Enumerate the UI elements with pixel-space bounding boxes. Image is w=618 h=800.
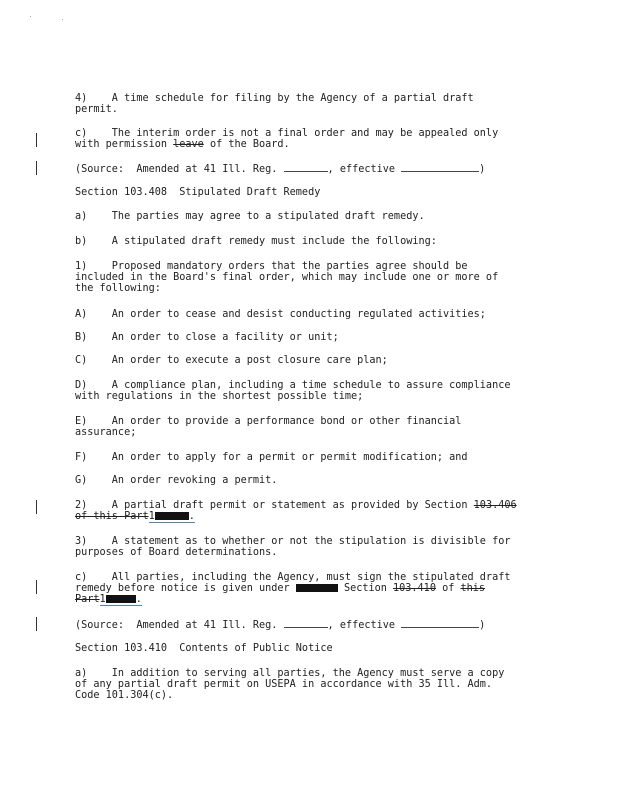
deleted-text: this: [460, 583, 486, 594]
text-line: 3) A statement as to whether or not the stipulation is divisible for: [75, 536, 511, 547]
blank-field: [401, 171, 479, 172]
change-bar: [36, 617, 37, 631]
text-line: 1) Proposed mandatory orders that the parties agree should be: [75, 261, 468, 272]
text-line: C) An order to execute a post closure care plan;: [75, 355, 388, 366]
text-line: A) An order to cease and desist conducting regulated activities;: [75, 309, 486, 320]
text-line: permit.: [75, 104, 118, 115]
change-bar: [36, 161, 37, 175]
text-line: G) An order revoking a permit.: [75, 475, 278, 486]
text-line: of any partial draft permit on USEPA in accordance with 35 Ill. Adm.: [75, 679, 493, 690]
text-span: 2) A partial draft permit or statement as provided by Section: [75, 500, 474, 511]
text-line: D) A compliance plan, including a time schedule to assure compliance: [75, 380, 511, 391]
source-note: [75, 620, 485, 631]
text-line: assurance;: [75, 427, 137, 438]
text-span: .: [135, 594, 142, 605]
text-line: a) The parties may agree to a stipulated draft remedy.: [75, 211, 425, 222]
text-line: 4) A time schedule for filing by the Agency of a partial draft: [75, 93, 474, 104]
text-span: of the Board.: [203, 139, 290, 150]
text-line: [75, 500, 517, 511]
text-line: the following:: [75, 283, 161, 294]
deleted-text: 103.410: [393, 583, 436, 594]
text-line: E) An order to provide a performance bond or other financial: [75, 416, 462, 427]
text-line: F) An order to apply for a permit or permit modification; and: [75, 452, 468, 463]
section-heading: Section 103.408 Stipulated Draft Remedy: [75, 187, 321, 198]
section-heading: Section 103.410 Contents of Public Notice: [75, 643, 333, 654]
redaction-mark: [296, 584, 338, 592]
blank-field: [284, 171, 328, 172]
scan-speck: [62, 19, 63, 20]
deleted-text: leave: [173, 139, 204, 150]
text-span: (Source: Amended at 41 Ill. Reg.: [75, 164, 284, 175]
text-line: purposes of Board determinations.: [75, 547, 278, 558]
change-bar: [36, 133, 37, 147]
source-note: [75, 164, 485, 175]
deleted-text: Part: [75, 594, 100, 605]
inserted-text: [100, 594, 142, 606]
deleted-text: 103.406: [473, 500, 517, 511]
text-line: a) In addition to serving all parties, the Agency must serve a copy: [75, 668, 505, 679]
text-span: 1: [99, 594, 106, 605]
text-line: [75, 139, 290, 150]
text-span: , effective: [327, 164, 402, 175]
text-span: ): [479, 164, 486, 175]
inserted-text: [149, 511, 195, 523]
text-line: B) An order to close a facility or unit;: [75, 332, 339, 343]
text-span: remedy before notice is given under: [75, 583, 296, 594]
blank-field: [401, 627, 479, 628]
change-bar: [36, 580, 37, 594]
change-bar: [36, 500, 37, 514]
text-span: 1: [148, 511, 155, 522]
text-line: [75, 511, 195, 523]
text-line: with regulations in the shortest possible time;: [75, 391, 364, 402]
text-span: ): [479, 620, 486, 631]
blank-field: [284, 627, 328, 628]
redaction-mark: [106, 595, 136, 603]
text-line: [75, 583, 485, 594]
text-span: , effective: [327, 620, 402, 631]
text-line: c) All parties, including the Agency, must sign the stipulated draft: [75, 572, 511, 583]
text-line: b) A stipulated draft remedy must include the following:: [75, 236, 437, 247]
text-span: (Source: Amended at 41 Ill. Reg.: [75, 620, 284, 631]
scan-speck: [30, 16, 31, 17]
text-line: Code 101.304(c).: [75, 690, 174, 701]
text-span: of: [435, 583, 461, 594]
text-line: c) The interim order is not a final order and may be appealed only: [75, 128, 499, 139]
text-span: .: [188, 511, 195, 522]
text-line: [75, 594, 142, 606]
redaction-mark: [155, 512, 189, 520]
text-span: Section: [337, 583, 394, 594]
deleted-text: of this Part: [75, 511, 149, 522]
text-span: with permission: [75, 139, 174, 150]
text-line: included in the Board's final order, which may include one or more of: [75, 272, 499, 283]
